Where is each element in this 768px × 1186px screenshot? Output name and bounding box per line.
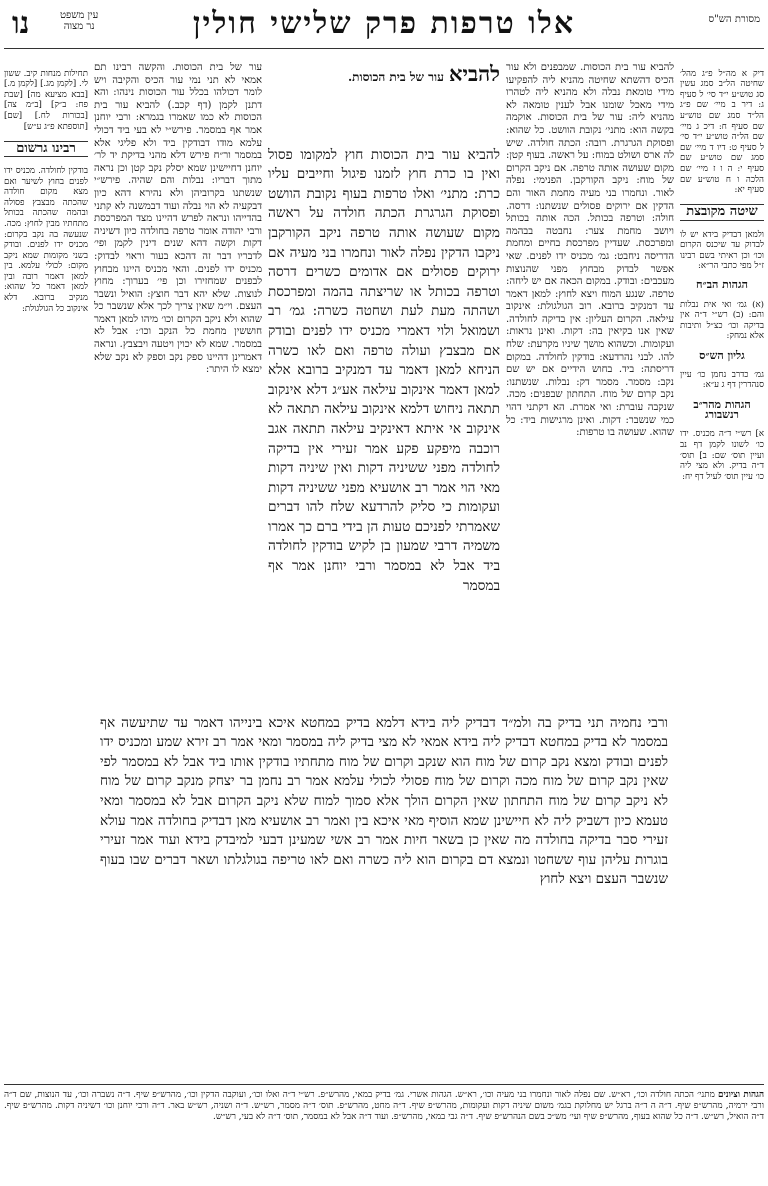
gilyon-hashas-title: גליון הש״ס <box>699 348 745 362</box>
page-title: אלו טרפות פרק שלישי חולין <box>192 6 576 41</box>
gemara-wide-text: ורבי נחמיה תני בדיק בה ולמ״ד דבדיק ליה בידא דלמא בדיק במחטא איכא בינייהו דאמר עד שתיעשה אף במסמר לא בדיק במחטא דבדיק ליה בידא אמאי לא מצי בדיק ליה במסמר ומאי אמר רב זירא שמע ומכניס ידו לפנים ובודק ומצא נקב קרום של מוח הוא שנקב וקרום של מוח מתחתיו בודקין אותו ביד אבל לא במסמר לפי שאין נקב קרום של מוח מכה וקרום של מוח פסולי לכולי עלמא אמר רב נחמן בר יצחק מנקב קרום של מוח לא ניקב קרום של מוח התחתון שאין הקרום הולך אלא סמוך למוח שלא ניקב הקרום אבל לא במסמר ומאי טעמא כיון דשביק ליה לא חיישינן שמא הוסיף מאי איכא בין ואמר רב אושעיא מאן דבדיק בחולדה אמר עולא זעירי סבר בדיקה בחולדה מה שאין כן בשאר חיות אמר רב אשי שמעינן דבעי למיבדק בידא ועוד אמר זעירי בוגרות עליהן עוף ששחטו ונמצא דם בקרום הוא ליה כשרה ואם לאו טריפה בגולגלתו ושאר דברים שבו בעוף שנשבר העצם ויצא לחוץ <box>100 714 668 888</box>
shita-mekubetzet-text: ולמאן דבדיק בידא יש לו לבדוק עד שיכנס הקרום וכו׳ וכן ראיתי בשם רבינו ז״ל מפי כתבי הר״א: <box>680 229 764 272</box>
hagahot-habach-title: הגהות הב״ח <box>696 278 748 292</box>
rabbenu-gershom-title: רבינו גרשום <box>4 141 88 158</box>
gemara-opening-word: להביא <box>448 61 500 86</box>
hagahot-vetziyunim <box>4 1090 764 1182</box>
gemara-opening <box>268 62 500 86</box>
hagahot-maharav-text: א] רש״י ד״ה מכניס. ידו כו׳ לשונו לקמן דף נב ועיין תוס׳ שם: ב] תוס׳ ד״ה בדיק. ולא מצי ליה כו׳ עיין תוס׳ לעיל דף יח: <box>680 429 764 482</box>
shita-mekubetzet-title: שיטה מקובצת <box>680 204 764 221</box>
hagahot-maharav-title: הגהות מהר״ב רנשבורג <box>693 397 751 422</box>
ein-mishpat-text: דיק א מה״ל פ״ג מהל׳ שחיטה הל״ב סמג עשין סג טוש״ע י״ד סי׳ ל סעיף ג: דיר ב מיי׳ שם פ״ג הל״ד סמג שם טוש״ע שם סעיף ח: דיכ ג מיי׳ שם הל״ה טוש״ע י״ד סי׳ ל סעיף ט: דיו ד מיי׳ שם סמג שם טוש״ע שם סעיף י: ה ו ז מיי׳ שם הלכה ו ח טוש״ע שם סעיף יא: <box>680 68 764 196</box>
gemara-wide-section <box>100 700 668 1010</box>
hagahot-habach-text: (א) גמ׳ ואי אית נבלות והם: (ב) רש״י ד״ה אין בדיקה וכו׳ כצ״ל ותיבות אלא נמחק: <box>680 299 764 342</box>
masoret-hashas-label: מסורת הש"ס <box>708 14 760 25</box>
header-rule <box>4 48 764 49</box>
gemara-opening-rest: עור של בית הכוסות. <box>348 70 444 84</box>
footer-rule <box>4 1084 764 1085</box>
rashi-text: להביא עור בית הכוסות. שמבפנים ולא עור הכיס דהשתא שחיטה מהניא ליה להפקיעו מידי טומאת נבלה ולא מהניא ליה לטהרו מידי מאכל שומנו אבל לענין טומאה לא מהניא ליה: עור של בית הכוסות. אוקמה בקשה הוא: מתני׳ נקובת הוושט. כל שהוא: ופסוקת הגרגרת. רובה: הכתה חולדה. שיש לה ארס ושולט במוח: על ראשה. בעוף קטן: מקום שעושה אותה טרפה. אם ניקב הקרום של מוח: ניקב הקורקבן. הפנימי: נפלה לאור. ונחמרו בני מעיה מחמת האור והם הדקין אם ירוקים פסולים שנשתנו: דרסה. חולה: וטרפה בכותל. הכה אותה בכותל ויושב מחמת צער: נחבטה בבהמה ומפרכסת. שעדיין מפרכסת בחיים ומחמת הדריסה ניחבט: גמ׳ מכניס ידו לפנים. שאי אפשר לבדוק מבחוץ מפני שהנוצות מעכבים: ובודק. במקום הכאה אם יש ליחה: טרפה. שנגע המוח ויצא לחוץ: למאן דאמר עד דמנקיב ברובא. רוב הגולגולת: אינקוב עילאה. הקרום העליון: אין בדיקה לחולדה. שאין אנו בקיאין בה: דקות. ואינן נראות: ועקומות. וכשהוא מושך שיניו מקרעת: שלח להו. לבני נהרדעא: בודקין לחולדה. במקום דריסתה: ביד. בחוש הידיים אם יש שם נקב: מסמר. מסמר דק: נבלות. שנשתנו: נקב קרום של מוח. התחתון שבפנים: מכה. שנקבה עוברת: ואי אמרת. הא דקתני דהוי כמי שנשבר: דקות. ואינן מרגישות ביד: כל שהוא. שעושה בו טרפות: <box>506 62 674 439</box>
gemara-text: להביא עור בית הכוסות חוץ למקומו פסול ואין בו כרת חוץ לזמנו פיגול וחייבים עליו כרת: מתני׳ ואלו טרפות בעוף נקובת הוושט ופסוקת הגרגרת הכתה חולדה על ראשה מקום שעושה אותה טרפה ניקב הקורקבן ניקבו הדקין נפלה לאור ונחמרו בני מעיה אם ירוקים פסולים אם אדומים כשרים דרסה וטרפה בכותל או שריצתה בהמה ומפרכסת ושהתה מעת לעת ושחטה כשרה: גמ׳ רב ושמואל ולוי דאמרי מכניס ידו לפנים ובודק אם מבצבץ ועולה טרפה ואם לאו כשרה הניחא למאן דאמר עד דמנקיב ברובא אלא למאן דאמר אינקוב עילאה אע״ג דלא אינקוב תתאה ניחוש דלמא אינקוב עילאה תתאה לא אינקוב אי איתא דאינקיב עילאה תתאה אגב רוכבה מיפקע פקע אמר זעירי אין בדיקה לחולדה מפני ששיניה דקות ואין שיניה דקות מאי הוי אמר רב אושעיא מפני ששיניה דקות ועקומות כי סליק להרדעא שלח להו דברים שאמרתי לפניכם טעות הן בידי ברם כך אמרו משמיה דרבי שמעון בן לקיש בודקין לחולדה ביד אבל לא במסמר ורבי יוחנן אמר אף במסמר <box>268 146 500 594</box>
ein-mishpat-label: עין משפט נר מצוה <box>60 10 99 32</box>
folio-number: נו <box>12 6 30 41</box>
page-header <box>0 4 768 44</box>
left-margin <box>4 60 88 1090</box>
masoret-hashas-text: תחילות מנחות קיב. ששון לי. [לקמן מג.] [לקמן מ.] [בבא מציעא מה] [שבת פח: ב״ק] [ב״מ צה] [בכורות לח.] [שם] [תוספתא פ״ג ע״ש] <box>4 68 88 132</box>
right-margin <box>680 60 764 1090</box>
tosafot-text: עור של בית הכוסות. והקשה רבינו תם אמאי לא תני נמי עור הכיס והקיבה ויש לומר דכולהו בכלל עור הכוסות נינהו: והא דתנן לקמן (דף קכב.) להביא עור בית הכוסות לא כמו שאמרו בגמרא: ורבי יוחנן אמר אף במסמר. פירש״י לא בעי ביד דכולי עלמא מודו דבודקין ביד ולא פליגי אלא במסמר ור״ח פירש דלא מהני בדיקת יד לר׳ יוחנן דחיישינן שמא יסלק נקב קטן וכן נראה מתוך דבריו: נבלות והם שהיה. פירש״י שנשתנו בקרוביהן ולא נהירא דהא כיון דבקעיה לא הוי נבלה ועוד דבמשנה לא קתני בהדייהו ונראה לפרש דהיינו מצד המפרכסת ורבי יהודה אומר טרפה בחולדה כיון דשיניה דקות וקשה דהא שנים דינין לקמן ופי׳ לדבריו דבר זה דהכא בעור וראוי לבדוק: מכניס ידו לפנים. והאי מכניס היינו מבחוץ לבפנים שמחזירו וכן פי׳ בערוך: מחוץ לנוצות. שלא יהא דבר חוצץ: הואיל ונשבר העצם. וי״מ שאין צריך לכך אלא שנשבר כל שהוא ולא ניקב הקרום וכו׳ מיהו למאן דאמר חוששין מחמת כל הנקב וכו׳: אבל לא במסמר. שמא לא יכוין ויטעה ויבצבץ. ונראה דאמרינן דהיינו ספק נקב וספק לא נקב שלא ימצא לו היתר: <box>94 62 262 376</box>
footer-label: הגהות וציונים <box>717 1090 764 1100</box>
footer-text: מתני׳ הכתה חולדה וכו׳, רא״ש. שם נפלה לאור ונחמרו בני מעיה וכו׳, רא״ש. הגהות אשרי. גמ׳ בדיק במאי, מהרש״פ. רש״י ד״ה ואלו וכו׳, ועוקבה הדקין וכו׳, מהרש״פ שיף. ד״ה נשברה וכו׳, עד הנוצות, שם ד״ה ורבי ירמיה, מהרש״פ שיף. ד״ה ה ד״ה ברגל יש מחלוקת בגמ׳ משום שיניה דקות ועקומות, מהרש״פ שיף. ד״ה מחט, מהרש״פ. תוס׳ ד״ה מסמר, רש״ש. ד״ה ושניה, רש״ש באר. ד״ה ורבי יוחנן וכו׳ דשיניה דקות. מהרש״פ שיף. ד״ה הואיל, רש״ש. ד״ה כל שהוא בעוף, מהרש״פ שיף ועי׳ מש״כ בשם הנהרש״פ שיף. ד״ה גבי במאי, מהרש״פ. ועוד ד״ה אבל לא במסמר, תוס׳ ד״ה לא בעי, רש״ש. <box>4 1090 764 1123</box>
gilyon-hashas-text: גמ׳ כדרב נחמן כו׳ עיין סנהדרין דף ג ע״א: <box>680 369 764 391</box>
rabbenu-gershom-text: בודקין לחולדה. מכניס ידו לפנים בחוץ לשיער ואם מצא מקום חולדה שהכתה מבצבץ פסולה ובהמה שהכתה בכותל מתחתיו מבין לחוץ: מכה. שנעשה בה נקב בקרום: מכניס ידו לפנים. ובודק בשני מקומות שמא ניקב מקום: לכולי עלמא. בין למאן דאמר רובה ובין למאן דאמר כל שהוא: מנקיב ברובא. דלא אינקוב כל הגולגולת: <box>4 165 88 314</box>
